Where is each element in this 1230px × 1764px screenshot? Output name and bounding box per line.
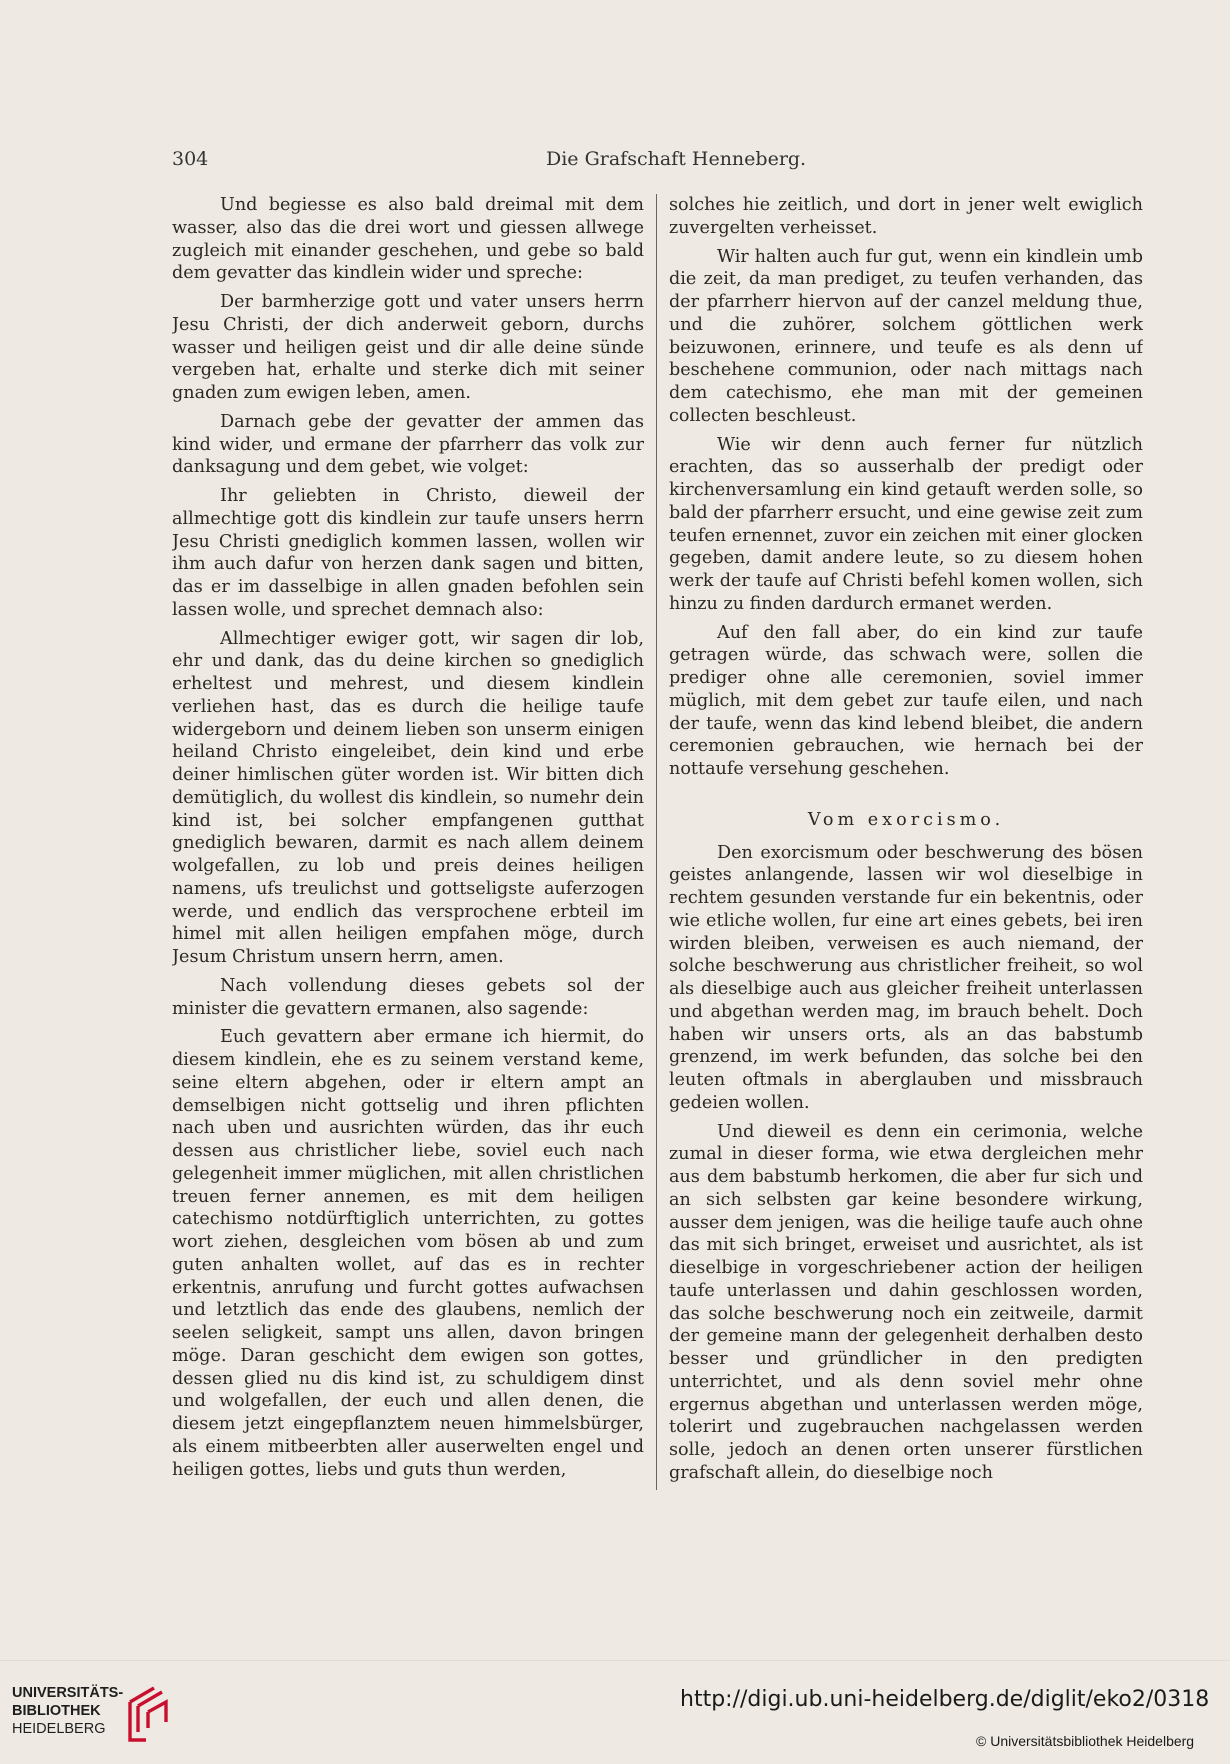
paragraph: Und begiesse es also bald dreimal mit dem wasser, also das die drei wort und giessen allwege zugleich mit einander geschehen, und gebe so bald dem gevatter das kindlein wider und spreche: — [172, 195, 644, 284]
column-divider — [656, 194, 657, 1490]
paragraph: Euch gevattern aber ermane ich hiermit, do diesem kindlein, ehe es zu seinem verstand keme, seine eltern abgehen, oder ir eltern ampt an demselbigen nicht gottselig und ihren pflichten nach uben und ausrichten würden, das ihr euch dessen aus christlicher liebe, soviel euch nach gelegenheit immer müglichen, mit allen christlichen treuen ferner annemen, es mit dem heiligen catechismo notdürftiglich unterrichten, zu gottes wort ziehen, desgleichen vom bösen ab und zum guten anhalten wollet, auf das es in rechter erkentnis, anrufung und furcht gottes aufwachsen und letztlich das ende des glaubens, nemlich der seelen seligkeit, sampt uns allen, davon bringen möge. Daran geschicht dem ewigen son gottes, dessen glied nu dis kind ist, zu schuldigem dinst und wolgefallen, der euch und allen denen, die diesem jetzt eingepflanztem neuen himmelsbürger, als einem mitbeerbten aller auserwelten engel und heiligen gottes, liebs und guts thun werden, — [172, 1027, 644, 1480]
paragraph: Darnach gebe der gevatter der ammen das kind wider, und ermane der pfarrherr das volk zur danksagung und dem gebet, wie volget: — [172, 411, 644, 478]
paragraph: Den exorcismum oder beschwerung des bösen geistes anlangende, lassen wir wol dieselbige in rechtem gesunden verstande fur ein bekentnis, oder wie etliche wollen, fur eine art eines gebets, bei iren wirden bleiben, verweisen es auch niemand, der solche beschwerung aus christlicher freiheit, so wol als dieselbige auch aus gleicher freiheit unterlassen und abgethan werden mag, im brauch behelt. Doch haben wir unsers orts, als an das babstumb grenzend, im werk befunden, das solche bei den leuten oftmals in aberglauben und missbrauch gedeien wollen. — [669, 842, 1143, 1113]
paragraph: Nach vollendung dieses gebets sol der minister die gevattern ermanen, also sagende: — [172, 975, 644, 1019]
running-title: Die Grafschaft Henneberg. — [546, 148, 807, 170]
library-line: UNIVERSITÄTS- — [12, 1685, 124, 1701]
permalink-url[interactable]: http://digi.ub.uni-heidelberg.de/diglit/eko2/0318 — [680, 1687, 1210, 1712]
paragraph: Der barmherzige gott und vater unsers herrn Jesu Christi, der dich anderweit geborn, durchs wasser und heiligen geist und dir alle deine sünde vergeben hat, erhalte und sterke dich mit seiner gnaden zum ewigen leben, amen. — [172, 292, 644, 403]
running-head — [172, 148, 1092, 174]
paragraph: solches hie zeitlich, und dort in jener welt ewiglich zuvergelten verheisset. — [669, 195, 1143, 238]
copyright-notice: © Universitätsbibliothek Heidelberg — [976, 1733, 1195, 1749]
right-column — [669, 194, 1143, 1494]
section-heading: Vom exorcismo. — [807, 809, 1005, 830]
paragraph: Allmechtiger ewiger gott, wir sagen dir lob, ehr und dank, das du deine kirchen so gnediglich erheltest und mehrest, und diesem kindlein verliehen hast, das es durch die heilige taufe widergeborn und deinem lieben son unserm einigen heiland Christo eingeleibet, dein kind und erbe deiner himlischen güter worden ist. Wir bitten dich demütiglich, du wollest dis kindlein, so numehr dein kind ist, bei solcher empfangenen gutthat gnediglich bewaren, darmit es nach allem deinem wolgefallen, zu lob und preis deines heiligen namens, ufs treulichst und gottseligste auferzogen werde, und endlich das versprochene erbteil im himel mit allen heiligen empfahen möge, durch Jesum Christum unsern herrn, amen. — [172, 628, 644, 967]
paragraph: Wie wir denn auch ferner fur nützlich erachten, das so ausserhalb der predigt oder kirchenversamlung ein kind getauft werden solle, so bald der pfarrherr ersucht, und eine gewise zeit zum teufen ernennet, zuvor ein zeichen mit einer glocken gegeben, damit andere leute, so zu diesem hohen werk der taufe auf Christi befehl komen wollen, sich hinzu zu finden dardurch ermanet werden. — [669, 434, 1143, 614]
library-logo-text — [12, 1684, 132, 1738]
page-number: 304 — [172, 148, 209, 170]
paragraph: Auf den fall aber, do ein kind zur taufe getragen würde, das schwach were, sollen die prediger ohne alle ceremonien, soviel immer müglich, mit dem gebet zur taufe eilen, und nach der taufe, wenn das kind lebend bleibet, die andern ceremonien gebrauchen, wie hernach bei der nottaufe versehung geschehen. — [669, 622, 1143, 779]
paragraph: Ihr geliebten in Christo, dieweil der allmechtige gott dis kindlein zur taufe unsers herrn Jesu Christi gnediglich kommen lassen, wollen wir ihm auch dafur von herzen dank sagen und bitten, das er im dasselbige in allen gnaden befohlen sein lassen wolle, und sprechet demnach also: — [172, 486, 644, 620]
paragraph: Und dieweil es denn ein cerimonia, welche zumal in dieser forma, wie etwa dergleichen mehr aus dem babstumb herkomen, die aber fur sich und an sich selbsten gar keine besondere wirkung, ausser dem jenigen, was die heilige taufe auch ohne das mit sich bringet, erweiset und ausrichtet, als ist dieselbige in vorgeschriebener action der heiligen taufe unterlassen und dahin geschlossen worden, das solche beschwerung noch ein zeitweile, darmit der gemeine mann der gelegenheit derhalben desto besser und gründlicher in den predigten unterrichtet, und als denn soviel mehr ohne ergernus abgethan und unterlassen werden möge, tolerirt und zugebrauchen nachgelassen werden solle, jedoch an denen orten unserer fürstlichen grafschaft allein, do dieselbige noch — [669, 1121, 1143, 1483]
library-line: BIBLIOTHEK — [12, 1703, 101, 1719]
library-logo-icon — [126, 1682, 170, 1744]
library-line: HEIDELBERG — [12, 1721, 106, 1737]
left-column — [172, 194, 644, 1494]
paragraph: Wir halten auch fur gut, wenn ein kindlein umb die zeit, da man prediget, zu teufen verhanden, das der pfarrherr hiervon auf der canzel meldung thue, und die zuhörer, solchem göttlichen werk beizuwonen, erinnere, und teufe es als denn uf beschehene communion, oder nach mittags nach dem catechismo, ehe man mit der gemeinen collecten beschleust. — [669, 246, 1143, 426]
